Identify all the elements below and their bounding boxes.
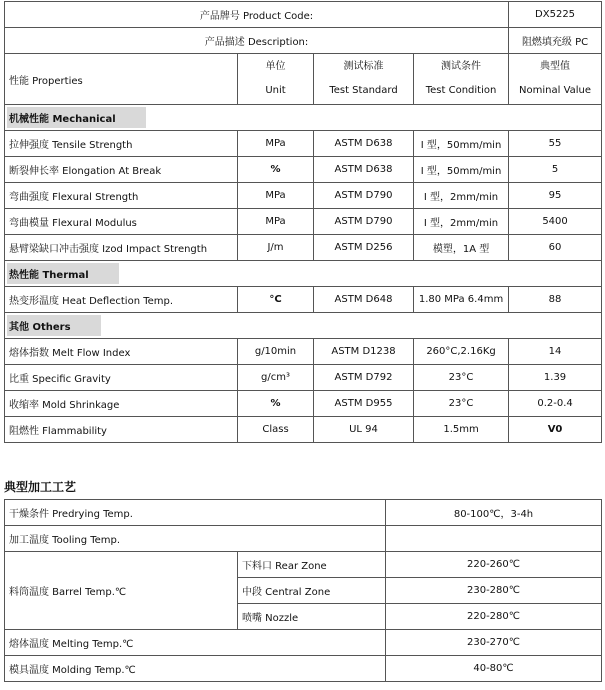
value-cell: 0.2-0.4 (509, 391, 602, 417)
header-standard-en: Test Standard (329, 85, 398, 96)
table-row (5, 209, 602, 235)
standard-cell: ASTM D790 (314, 209, 414, 235)
header-condition (414, 54, 509, 105)
unit-cell: Class (238, 417, 314, 443)
unit-cell: MPa (238, 183, 314, 209)
property-name: 拉伸强度 Tensile Strength (5, 131, 238, 157)
condition-cell: I 型，50mm/min (414, 157, 509, 183)
table-row (5, 157, 602, 183)
table-row (5, 183, 602, 209)
standard-cell: ASTM D638 (314, 131, 414, 157)
properties-table (4, 1, 602, 443)
property-name: 热变形温度 Heat Deflection Temp. (5, 287, 238, 313)
property-name: 断裂伸长率 Elongation At Break (5, 157, 238, 183)
molding-label: 模具温度 Molding Temp.℃ (5, 656, 386, 682)
standard-cell: ASTM D648 (314, 287, 414, 313)
header-property: 性能 Properties (5, 54, 238, 105)
table-row (5, 235, 602, 261)
unit-cell: MPa (238, 131, 314, 157)
predrying-label: 干燥条件 Predrying Temp. (5, 500, 386, 526)
unit-cell: % (238, 391, 314, 417)
property-name: 弯曲强度 Flexural Strength (5, 183, 238, 209)
product-code-label: 产品牌号 Product Code: (5, 2, 509, 28)
description-value: 阻燃填充级 PC (509, 28, 602, 54)
condition-cell: I 型，2mm/min (414, 209, 509, 235)
header-unit-en: Unit (265, 85, 286, 96)
condition-cell: 260°C,2.16Kg (414, 339, 509, 365)
standard-cell: ASTM D1238 (314, 339, 414, 365)
table-row (5, 391, 602, 417)
nozzle-label: 喷嘴 Nozzle (238, 604, 386, 630)
header-value (509, 54, 602, 105)
property-name: 比重 Specific Gravity (5, 365, 238, 391)
value-cell: 1.39 (509, 365, 602, 391)
table-row (5, 131, 602, 157)
process-row-melting (5, 630, 602, 656)
process-row-tooling (5, 526, 602, 552)
section-row-thermal (5, 261, 602, 287)
melting-value: 230-270℃ (386, 630, 602, 656)
standard-cell: ASTM D256 (314, 235, 414, 261)
section-mechanical: 机械性能 Mechanical (7, 107, 146, 128)
condition-cell: 23°C (414, 365, 509, 391)
tooling-label: 加工温度 Tooling Temp. (5, 526, 386, 552)
header-row (5, 54, 602, 105)
central-zone-label: 中段 Central Zone (238, 578, 386, 604)
standard-cell: ASTM D638 (314, 157, 414, 183)
section-row-mechanical (5, 105, 602, 131)
property-name: 阻燃性 Flammability (5, 417, 238, 443)
central-zone-value: 230-280℃ (386, 578, 602, 604)
header-condition-cn: 测试条件 (441, 61, 482, 72)
header-value-en: Nominal Value (519, 85, 592, 96)
header-unit-cn: 单位 (265, 61, 286, 72)
value-cell: 5 (509, 157, 602, 183)
value-cell: 14 (509, 339, 602, 365)
rear-zone-label: 下料口 Rear Zone (238, 552, 386, 578)
unit-cell: J/m (238, 235, 314, 261)
unit-cell: g/10min (238, 339, 314, 365)
value-cell: 5400 (509, 209, 602, 235)
unit-cell: % (238, 157, 314, 183)
property-name: 弯曲模量 Flexural Modulus (5, 209, 238, 235)
property-name: 收缩率 Mold Shrinkage (5, 391, 238, 417)
barrel-label: 料筒温度 Barrel Temp.℃ (5, 552, 238, 630)
header-condition-en: Test Condition (425, 85, 497, 96)
value-cell: V0 (509, 417, 602, 443)
process-row-molding (5, 656, 602, 682)
property-name: 悬臂梁缺口冲击强度 Izod Impact Strength (5, 235, 238, 261)
standard-cell: UL 94 (314, 417, 414, 443)
melting-label: 熔体温度 Melting Temp.℃ (5, 630, 386, 656)
tooling-value (386, 526, 602, 552)
process-row-rear (5, 552, 602, 578)
description-label: 产品描述 Description: (5, 28, 509, 54)
unit-cell: g/cm³ (238, 365, 314, 391)
header-unit (238, 54, 314, 105)
table-row (5, 339, 602, 365)
condition-cell: 模塑，1A 型 (414, 235, 509, 261)
section-others: 其他 Others (7, 315, 101, 336)
section-thermal: 热性能 Thermal (7, 263, 119, 284)
property-name: 熔体指数 Melt Flow Index (5, 339, 238, 365)
nozzle-value: 220-280℃ (386, 604, 602, 630)
value-cell: 95 (509, 183, 602, 209)
table-row (5, 365, 602, 391)
product-code-row (5, 2, 602, 28)
standard-cell: ASTM D955 (314, 391, 414, 417)
standard-cell: ASTM D792 (314, 365, 414, 391)
table-row (5, 417, 602, 443)
condition-cell: 1.80 MPa 6.4mm (414, 287, 509, 313)
process-row-predrying (5, 500, 602, 526)
condition-cell: 1.5mm (414, 417, 509, 443)
description-row (5, 28, 602, 54)
rear-zone-value: 220-260℃ (386, 552, 602, 578)
condition-cell: I 型，50mm/min (414, 131, 509, 157)
section-row-others (5, 313, 602, 339)
unit-cell: °C (238, 287, 314, 313)
product-code-value: DX5225 (509, 2, 602, 28)
header-standard-cn: 测试标准 (343, 61, 384, 72)
process-title: 典型加工工艺 (4, 480, 77, 494)
condition-cell: 23°C (414, 391, 509, 417)
value-cell: 88 (509, 287, 602, 313)
header-standard (314, 54, 414, 105)
value-cell: 55 (509, 131, 602, 157)
unit-cell: MPa (238, 209, 314, 235)
condition-cell: I 型，2mm/min (414, 183, 509, 209)
value-cell: 60 (509, 235, 602, 261)
header-value-cn: 典型值 (540, 61, 571, 72)
process-table (4, 499, 602, 682)
standard-cell: ASTM D790 (314, 183, 414, 209)
molding-value: 40-80℃ (386, 656, 602, 682)
predrying-value: 80-100℃，3-4h (386, 500, 602, 526)
table-row (5, 287, 602, 313)
